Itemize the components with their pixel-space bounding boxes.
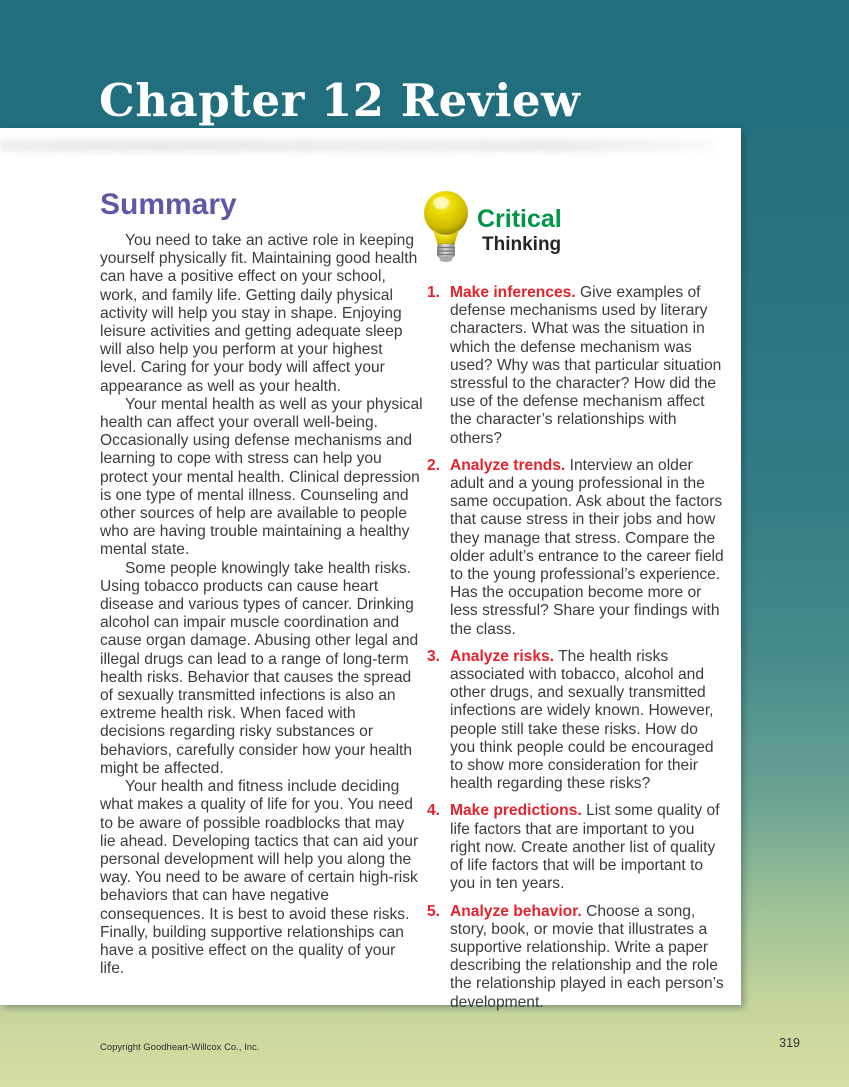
item-number: 5. [427, 902, 441, 920]
item-text: Interview an older adult and a young professional in the same occupation. Ask about the factors that cause stress in their jobs and how they manage that stress. Compare the older adult’s entrance to the career field to the young professional’s experience. Has the occupation become more or less stressful? Share your findings with the class. [450, 456, 724, 638]
thinking-label: Thinking [482, 233, 562, 255]
summary-paragraph: Some people knowingly take health risks. Using tobacco products can cause heart disease and various types of cancer. Drinking alcohol can impair muscle coordination and cause organ damage. Abusing other legal and illegal drugs can lead to a range of long-term health risks. Behavior that causes the spread of sexually transmitted infections is also an extreme health risk. When faced with decisions regarding risky substances or behaviors, carefully consider how your health might be affected. [100, 559, 419, 777]
item-text: Choose a song, story, book, or movie that illustrates a supportive relationship. Write a paper describing the relationship and the role the relationship played in each person’s development. [450, 902, 724, 1011]
summary-paragraph: Your health and fitness include deciding what makes a quality of life for you. You need to be aware of possible roadblocks that may lie ahead. Developing tactics that can aid your personal development will help you along the way. You need to be aware of certain high-risk behaviors that can have negative consequences. It is best to avoid these risks. Finally, building supportive relationships can have a positive effect on the quality of your life. [100, 778, 419, 978]
critical-thinking-item [425, 284, 727, 448]
item-lead: Analyze behavior. [450, 902, 582, 920]
critical-thinking-item [425, 903, 727, 1012]
page-title: Chapter 12 Review [99, 74, 581, 128]
item-number: 2. [427, 456, 441, 474]
item-number: 3. [427, 647, 441, 665]
item-lead: Make inferences. [450, 284, 576, 301]
item-text: The health risks associated with tobacco, alcohol and other drugs, and sexually transmitted infections are widely known. However, people still take these risks. How do you think people could be encouraged to show more consideration for their health regarding these risks? [450, 647, 714, 793]
item-lead: Make predictions. [450, 802, 582, 820]
copyright-text: Copyright Goodheart-Willcox Co., Inc. [100, 1042, 260, 1053]
critical-thinking-list [425, 284, 727, 1012]
lightbulb-icon [423, 190, 469, 264]
card-top-smudge [0, 139, 715, 152]
item-number: 1. [427, 284, 441, 301]
item-number: 4. [427, 802, 441, 820]
critical-thinking-item [425, 648, 727, 794]
critical-thinking-item [425, 802, 727, 893]
item-lead: Analyze trends. [450, 456, 566, 474]
item-text: Give examples of defense mechanisms used by literary characters. What was the situation in which the defense mechanism was used? Why was that particular situation stressful to the character? How did the use of the defense mechanism affect the character’s relationships with others? [450, 284, 722, 447]
critical-thinking-title [477, 190, 562, 256]
critical-thinking-section [425, 190, 727, 1021]
summary-body [100, 232, 423, 978]
critical-thinking-item [425, 457, 727, 639]
item-text: List some quality of life factors that are important to you right now. Create another list of quality of life factors that will be important to you in ten years. [450, 802, 720, 893]
summary-paragraph: You need to take an active role in keeping yourself physically fit. Maintaining good health can have a positive effect on your school, work, and family life. Getting daily physical activity will help you stay in shape. Enjoying leisure activities and getting adequate sleep will also help you perform at your highest level. Caring for your body will affect your appearance as well as your health. [100, 232, 418, 395]
summary-heading: Summary [100, 188, 237, 221]
critical-label: Critical [477, 205, 562, 233]
summary-section [100, 188, 423, 978]
summary-paragraph: Your mental health as well as your physical health can affect your overall well-being. Occasionally using defense mechanisms and learning to cope with stress can help you protect your mental health. Clinical depression is one type of mental illness. Counseling and other sources of help are available to people who are having trouble maintaining a healthy mental state. [100, 395, 423, 559]
content-card [0, 128, 741, 1011]
critical-thinking-header [425, 190, 727, 264]
item-lead: Analyze risks. [450, 647, 555, 665]
page-number: 319 [779, 1036, 800, 1050]
